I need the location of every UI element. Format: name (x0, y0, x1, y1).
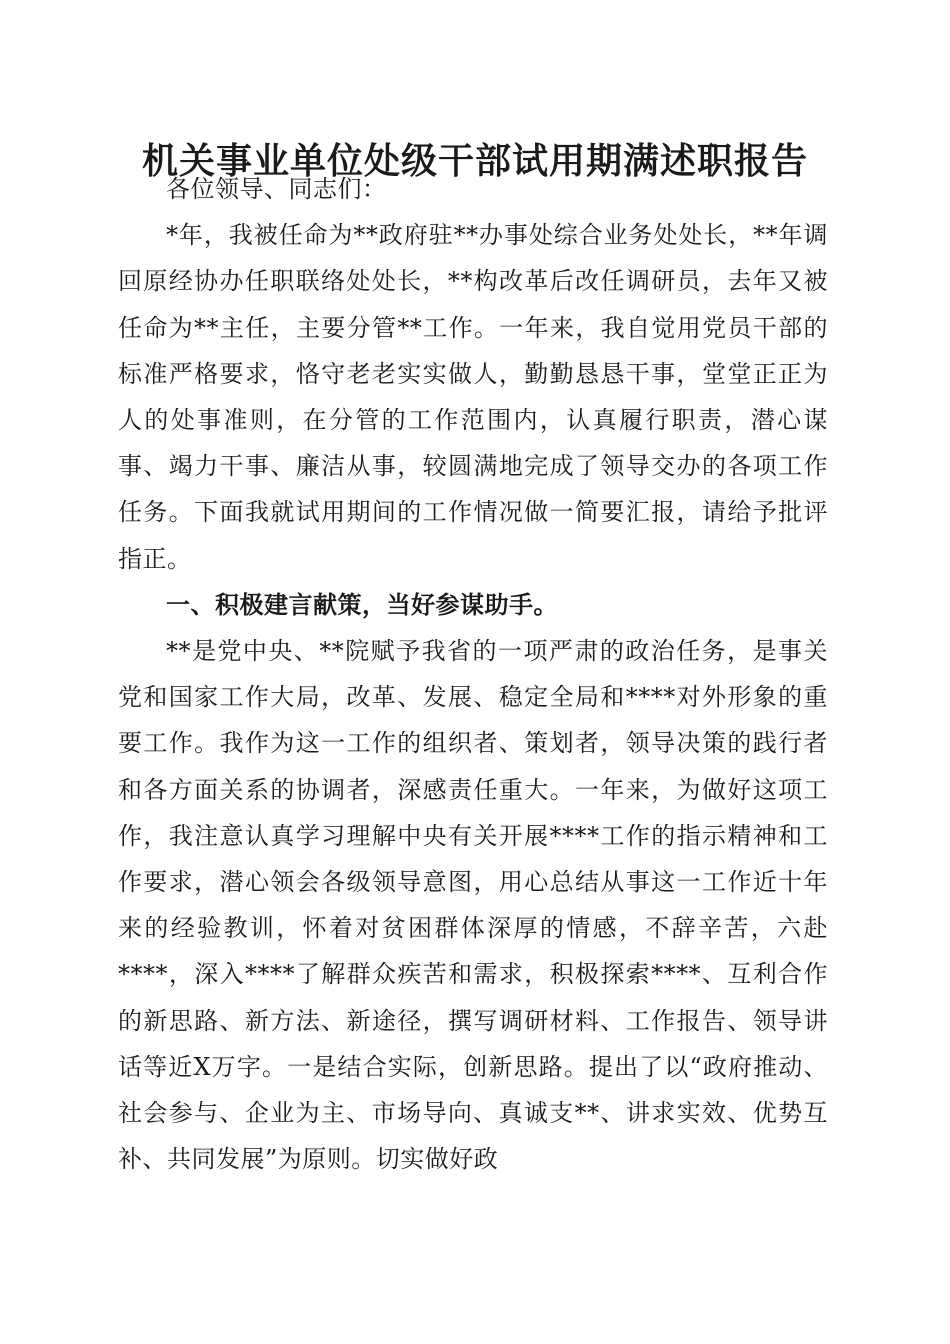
document-body (118, 166, 828, 1182)
salutation: 各位领导、同志们： (166, 175, 387, 203)
document-title: 机关事业单位处级干部试用期满述职报告 (141, 140, 808, 182)
paragraph: *年，我被任命为**政府驻**办事处综合业务处处长，**年调回原经协办任职联络处处长，**构改革后改任调研员，去年又被任命为**主任，主要分管**工作。一年来，我自觉用党员干部的标准严格要求，恪守老老实实做人，勤勤恳恳干事，堂堂正正为人的处事准则，在分管的工作范围内，认真履行职责，潜心谋事、竭力干事、廉洁从事，较圆满地完成了领导交办的各项工作任务。下面我就试用期间的工作情况做一简要汇报，请给予批评指正。 (118, 221, 828, 573)
paragraph: **是党中央、**院赋予我省的一项严肃的政治任务，是事关党和国家工作大局，改革、发展、稳定全局和****对外形象的重要工作。我作为这一工作的组织者、策划者，领导决策的践行者和各方面关系的协调者，深感责任重大。一年来，为做好这项工作，我注意认真学习理解中央有关开展****工作的指示精神和工作要求，潜心领会各级领导意图，用心总结从事这一工作近十年来的经验教训，怀着对贫困群体深厚的情感，不辞辛苦，六赴****，深入****了解群众疾苦和需求，积极探索****、互利合作的新思路、新方法、新途径，撰写调研材料、工作报告、领导讲话等近X万字。一是结合实际，创新思路。提出了以“政府推动、社会参与、企业为主、市场导向、真诚支**、讲求实效、优势互补、共同发展”为原则。切实做好政 (118, 637, 828, 1174)
section-heading: 一、积极建言献策，当好参谋助手。 (166, 590, 558, 619)
